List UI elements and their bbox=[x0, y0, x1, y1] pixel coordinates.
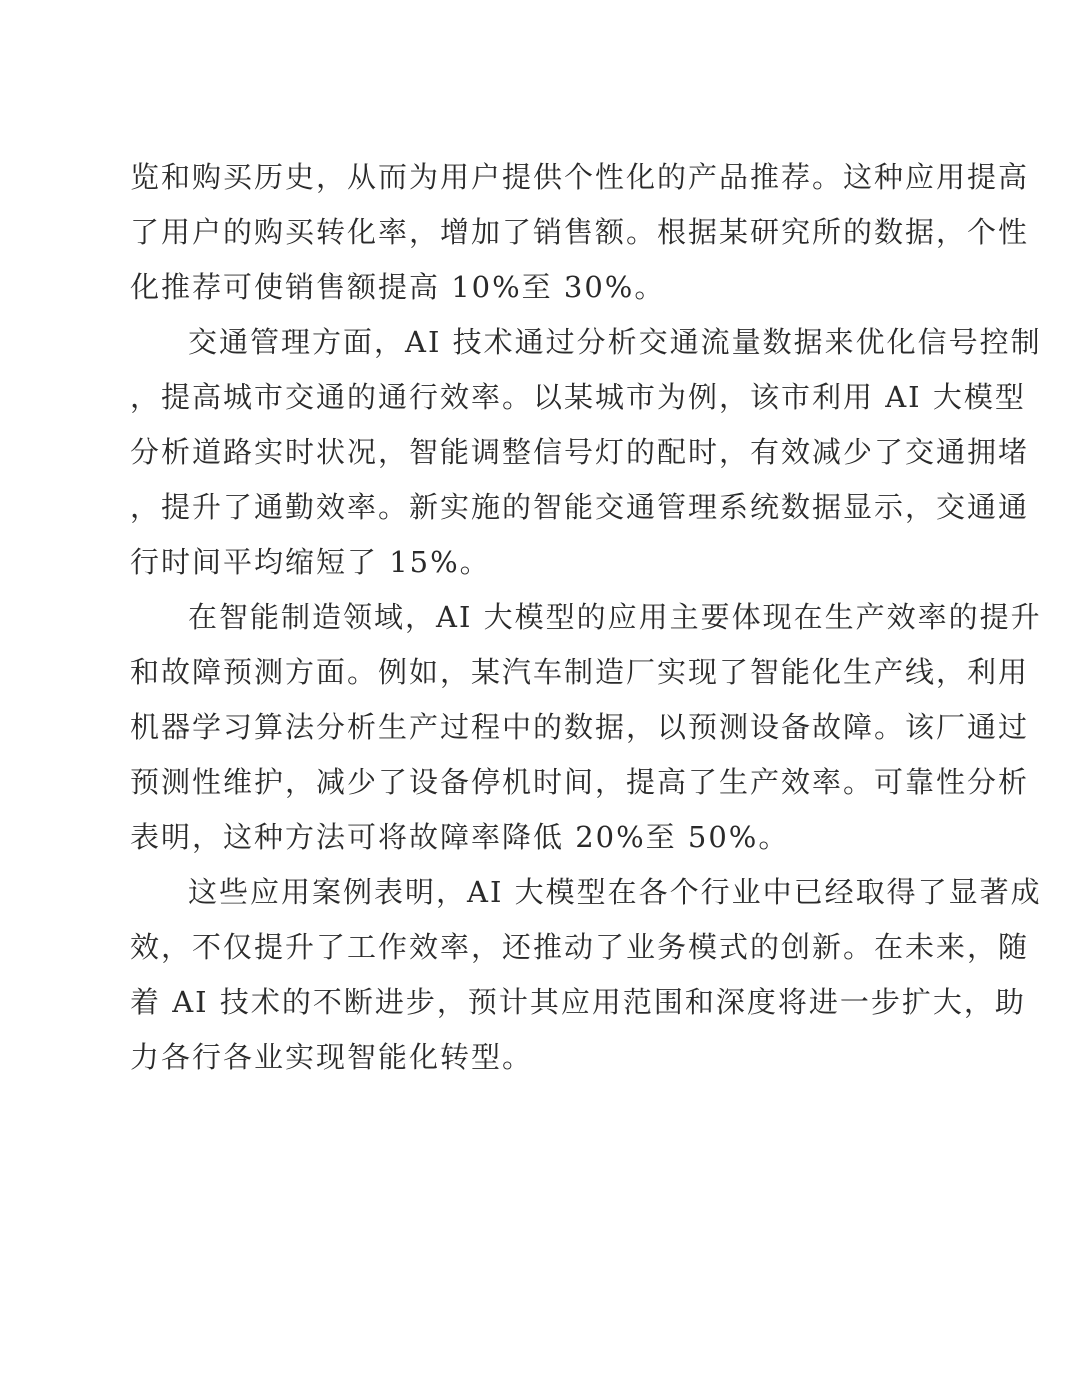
text-line: 力各行各业实现智能化转型。 bbox=[130, 1040, 534, 1074]
text-line: 化推荐可使销售额提高 10%至 30%。 bbox=[130, 270, 666, 304]
text-line: 了用户的购买转化率，增加了销售额。根据某研究所的数据，个性 bbox=[130, 215, 1030, 249]
text-line: 分析道路实时状况，智能调整信号灯的配时，有效减少了交通拥堵 bbox=[130, 435, 1030, 469]
text-line: ，提高城市交通的通行效率。以某城市为例，该市利用 AI 大模型 bbox=[130, 380, 1026, 414]
text-line: 览和购买历史，从而为用户提供个性化的产品推荐。这种应用提高 bbox=[130, 160, 1030, 194]
text-line: 着 AI 技术的不断进步，预计其应用范围和深度将进一步扩大，助 bbox=[130, 985, 1026, 1019]
text-line: 行时间平均缩短了 15%。 bbox=[130, 545, 491, 579]
text-line: 表明，这种方法可将故障率降低 20%至 50%。 bbox=[130, 820, 790, 854]
paragraph-smart-manufacturing bbox=[130, 590, 1042, 865]
paragraph-conclusion bbox=[130, 865, 1042, 1085]
text-line: 交通管理方面，AI 技术通过分析交通流量数据来优化信号控制 bbox=[188, 325, 1042, 359]
paragraph-personalized-recommendation bbox=[130, 150, 1030, 315]
text-line: 效，不仅提升了工作效率，还推动了业务模式的创新。在未来，随 bbox=[130, 930, 1030, 964]
text-line: 机器学习算法分析生产过程中的数据，以预测设备故障。该厂通过 bbox=[130, 710, 1030, 744]
paragraph-traffic-management bbox=[130, 315, 1042, 590]
document-body bbox=[130, 150, 1042, 1085]
text-line: ，提升了通勤效率。新实施的智能交通管理系统数据显示，交通通 bbox=[130, 490, 1030, 524]
text-line: 这些应用案例表明，AI 大模型在各个行业中已经取得了显著成 bbox=[188, 875, 1042, 909]
text-line: 在智能制造领域，AI 大模型的应用主要体现在生产效率的提升 bbox=[188, 600, 1042, 634]
text-line: 预测性维护，减少了设备停机时间，提高了生产效率。可靠性分析 bbox=[130, 765, 1030, 799]
text-line: 和故障预测方面。例如，某汽车制造厂实现了智能化生产线，利用 bbox=[130, 655, 1030, 689]
